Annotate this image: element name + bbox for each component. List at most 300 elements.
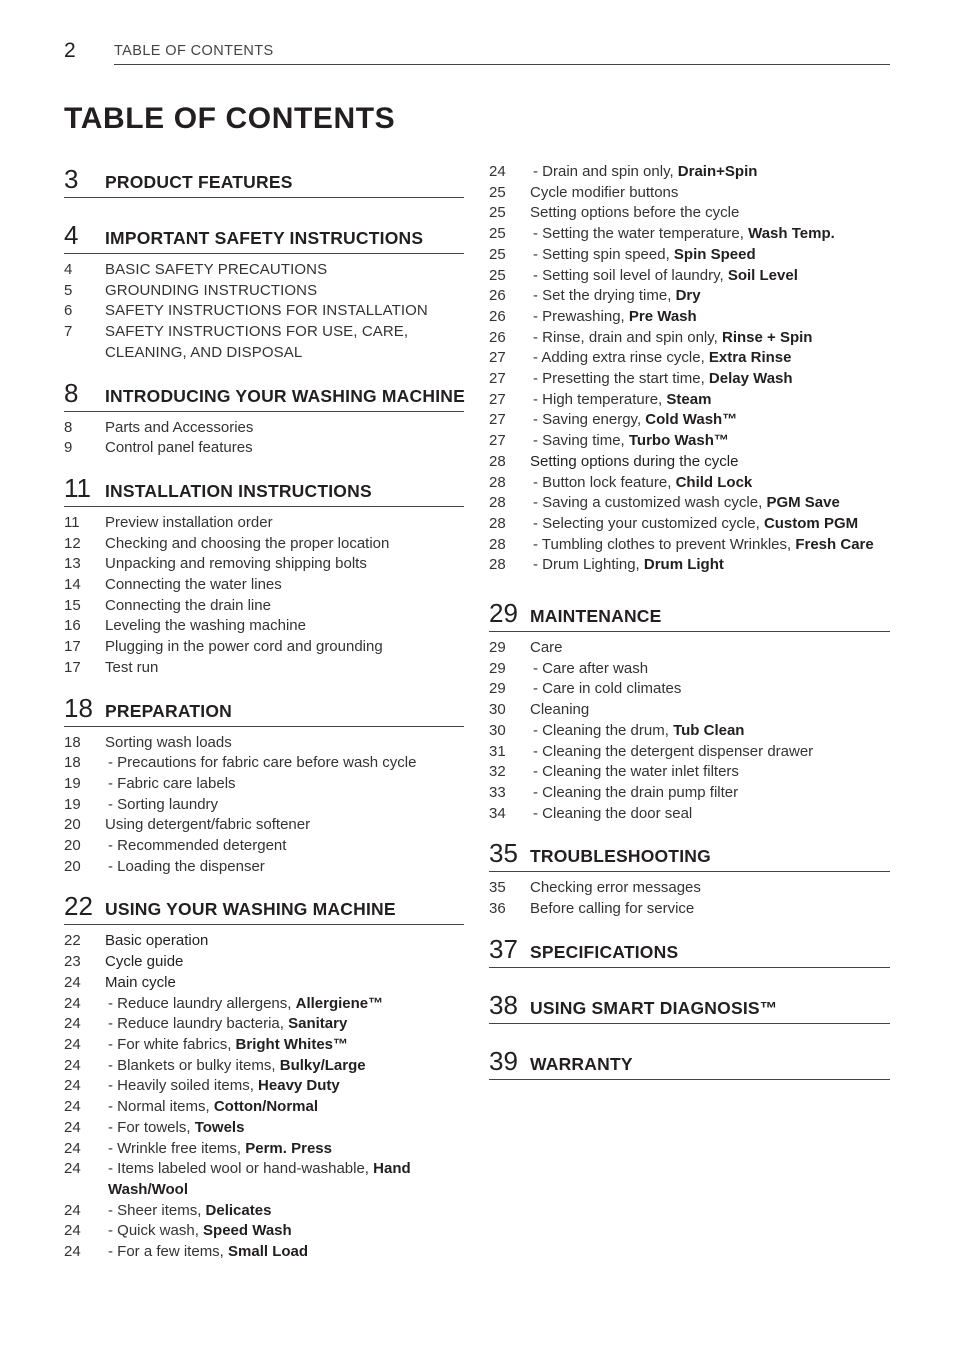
toc-section: [64, 162, 464, 198]
toc-entry-label: Leveling the washing machine: [105, 617, 306, 635]
toc-section-entries: [64, 925, 464, 1262]
toc-section-title: USING YOUR WASHING MACHINE: [105, 899, 396, 920]
toc-entry-label: - Recommended detergent: [108, 837, 287, 855]
toc-entry[interactable]: [489, 369, 890, 390]
toc-section-heading[interactable]: [64, 471, 464, 507]
toc-entry-label: SAFETY INSTRUCTIONS FOR USE, CARE, CLEANING, AND DISPOSAL: [105, 323, 409, 361]
toc-entry[interactable]: [64, 637, 464, 658]
toc-section: [489, 932, 890, 968]
toc-entry-page: 24: [64, 1139, 81, 1157]
toc-entry-label: - Prewashing,: [533, 307, 629, 325]
toc-entry[interactable]: [489, 473, 890, 494]
toc-entry-label: - Blankets or bulky items,: [108, 1056, 280, 1074]
toc-entry-setting-name: Heavy Duty: [258, 1077, 340, 1095]
toc-section-page: 39: [489, 1045, 518, 1076]
toc-entry[interactable]: [64, 753, 464, 774]
toc-entry-page: 26: [489, 287, 506, 305]
toc-entry-page: 23: [64, 953, 81, 971]
toc-entry[interactable]: [489, 307, 890, 328]
toc-entry-page: 19: [64, 774, 81, 792]
toc-entry-page: 4: [64, 261, 73, 278]
toc-entry-setting-name: Fresh Care: [795, 535, 874, 553]
toc-entry-page: 24: [64, 1077, 81, 1095]
toc-entry-label: - Fabric care labels: [108, 774, 236, 792]
toc-entry-setting-name: Sanitary: [288, 1015, 348, 1033]
toc-entry[interactable]: [64, 281, 464, 302]
toc-entry[interactable]: [489, 493, 890, 514]
toc-entry-text: [105, 438, 464, 459]
toc-entry-page: 24: [64, 1201, 81, 1219]
toc-section-heading[interactable]: [489, 932, 890, 968]
toc-entry-text: [530, 783, 890, 804]
toc-entry-label: BASIC SAFETY PRECAUTIONS: [105, 261, 328, 278]
toc-entry-text: [530, 410, 890, 431]
toc-entry-label: Before calling for service: [530, 900, 695, 918]
toc-section: [64, 691, 464, 878]
toc-entry-page: 25: [489, 183, 506, 201]
toc-entry-page: 33: [489, 783, 506, 801]
toc-entry-page: 24: [64, 994, 81, 1012]
toc-entry[interactable]: [64, 301, 464, 322]
toc-entry-text: [105, 575, 464, 596]
toc-section: [489, 988, 890, 1024]
toc-section: [64, 376, 464, 459]
toc-entry-text: [105, 1097, 464, 1118]
toc-section-entries: [489, 632, 890, 824]
toc-entry[interactable]: [489, 245, 890, 266]
toc-section-page: 29: [489, 598, 518, 629]
toc-entry-page: 26: [489, 328, 506, 346]
toc-entry-page: 26: [489, 307, 506, 325]
toc-entry-text: [105, 301, 464, 322]
toc-entry[interactable]: [64, 575, 464, 596]
toc-entry[interactable]: [489, 535, 890, 556]
toc-entry-page: 24: [64, 1015, 81, 1033]
page-title: TABLE OF CONTENTS: [64, 102, 396, 135]
toc-entry-setting-name: Custom PGM: [763, 514, 859, 532]
toc-entry-text: [530, 245, 890, 266]
toc-entry-setting-name: Towels: [194, 1118, 245, 1136]
toc-entry[interactable]: [489, 390, 890, 411]
toc-entry-setting-name: Tub Clean: [673, 721, 745, 739]
toc-entry[interactable]: [64, 1159, 464, 1200]
toc-entry-label: Checking and choosing the proper location: [105, 534, 390, 552]
toc-entry-page: 20: [64, 816, 81, 834]
toc-entry-text: [530, 878, 890, 899]
toc-entry-label: - Set the drying time,: [533, 287, 676, 305]
running-header: [64, 38, 890, 66]
toc-entry-setting-name: Small Load: [228, 1243, 309, 1261]
toc-entry-page: 31: [489, 742, 506, 760]
toc-entry-label: - Adding extra rinse cycle,: [533, 349, 709, 367]
toc-entry-label: - Normal items,: [108, 1098, 214, 1116]
toc-entry-label: Checking error messages: [530, 879, 701, 897]
toc-section-entries: [64, 412, 464, 459]
toc-entry[interactable]: [64, 994, 464, 1015]
toc-section-entries: [64, 507, 464, 679]
toc-entry-setting-name: Wash Temp.: [748, 225, 835, 243]
toc-section-heading[interactable]: [64, 162, 464, 198]
toc-entry[interactable]: [64, 733, 464, 754]
toc-entry[interactable]: [489, 224, 890, 245]
toc-entry-text: [530, 638, 890, 659]
toc-entry[interactable]: [64, 1201, 464, 1222]
toc-entry-page: 24: [64, 973, 81, 991]
toc-entry-page: 25: [489, 245, 506, 263]
toc-entry-page: 35: [489, 879, 506, 897]
toc-entry-label: - Heavily soiled items,: [108, 1077, 259, 1095]
toc-section-page: 4: [64, 220, 79, 250]
toc-entry-page: 13: [64, 555, 81, 573]
toc-entry-text: [530, 700, 890, 721]
toc-entry-page: 7: [64, 323, 73, 341]
toc-entry[interactable]: [64, 1242, 464, 1263]
toc-entry-text: [530, 266, 890, 287]
toc-entry-label: Setting options before the cycle: [530, 204, 740, 222]
toc-entry-label: - Drum Lighting,: [533, 556, 644, 574]
toc-entry-text: [530, 348, 890, 369]
toc-section: [64, 471, 464, 679]
toc-section-page: 18: [64, 692, 93, 723]
toc-entry-setting-name: Bright Whites™: [235, 1035, 349, 1053]
toc-entry-text: [530, 162, 890, 183]
toc-entry-text: [105, 1242, 464, 1263]
toc-entry[interactable]: [64, 322, 464, 363]
toc-entry-label: - Care after wash: [533, 659, 649, 677]
toc-entry-page: 24: [489, 163, 506, 180]
toc-entry-label: Test run: [105, 658, 159, 676]
toc-entry-label: Parts and Accessories: [105, 418, 254, 436]
toc-entry-text: [105, 1118, 464, 1139]
toc-entry-page: 25: [489, 225, 506, 243]
toc-entry-setting-name: Delicates: [205, 1201, 272, 1219]
toc-entry-label: - Reduce laundry bacteria,: [108, 1015, 289, 1033]
toc-entry-text: [530, 452, 890, 473]
toc-entry-page: 27: [489, 411, 506, 429]
toc-entry-text: [105, 418, 464, 439]
toc-entry-text: [105, 1159, 464, 1200]
toc-section-heading[interactable]: [64, 218, 464, 254]
toc-entry-label: Using detergent/fabric softener: [105, 816, 311, 834]
toc-entry[interactable]: [64, 1221, 464, 1242]
toc-entry[interactable]: [489, 410, 890, 431]
toc-entry-label: - For a few items,: [108, 1243, 229, 1261]
toc-entry-text: [530, 762, 890, 783]
toc-entry[interactable]: [489, 162, 890, 183]
toc-entry-setting-name: Drain+Spin: [677, 163, 758, 180]
toc-section-title: INTRODUCING YOUR WASHING MACHINE: [105, 385, 465, 406]
toc-entry-text: [105, 857, 464, 878]
toc-entry[interactable]: [64, 1056, 464, 1077]
toc-entry-text: [530, 203, 890, 224]
toc-entry-label: - Cleaning the drum,: [533, 721, 674, 739]
toc-entry[interactable]: [489, 514, 890, 535]
toc-entry-page: 17: [64, 638, 81, 656]
toc-entry-page: 12: [64, 534, 81, 552]
toc-entry-label: - Saving energy,: [533, 411, 646, 429]
toc-entry-label: - Care in cold climates: [533, 680, 682, 698]
toc-entry[interactable]: [489, 679, 890, 700]
toc-right-sections: [489, 596, 890, 1080]
toc-entry[interactable]: [489, 804, 890, 825]
toc-entry[interactable]: [64, 260, 464, 281]
toc-entry-text: [105, 281, 464, 302]
toc-entry[interactable]: [489, 762, 890, 783]
toc-entry-label: - Cleaning the detergent dispenser drawer: [533, 742, 814, 760]
toc-section-title: TROUBLESHOOTING: [530, 846, 711, 867]
toc-entry-page: 36: [489, 900, 506, 918]
toc-entry-page: 27: [489, 349, 506, 367]
toc-entry[interactable]: [489, 452, 890, 473]
toc-section-entries: [64, 727, 464, 878]
toc-entry-text: [105, 733, 464, 754]
toc-entry-page: 28: [489, 556, 506, 574]
toc-entry-text: [105, 1056, 464, 1077]
toc-entry-setting-name: Cold Wash™: [645, 411, 738, 429]
toc-entry[interactable]: [489, 203, 890, 224]
toc-entry-page: 24: [64, 1160, 81, 1178]
toc-section-heading[interactable]: [489, 988, 890, 1024]
toc-entry-page: 18: [64, 754, 81, 772]
toc-entry-text: [530, 369, 890, 390]
toc-entry[interactable]: [489, 659, 890, 680]
toc-section-title: USING SMART DIAGNOSIS™: [530, 997, 778, 1018]
toc-entry-text: [105, 596, 464, 617]
toc-entry-page: 18: [64, 733, 81, 751]
toc-section: [64, 889, 464, 1262]
toc-entry-label: - Drain and spin only,: [533, 163, 678, 180]
toc-entry-text: [530, 555, 890, 576]
toc-entry-label: Cycle modifier buttons: [530, 183, 679, 201]
toc-entry[interactable]: [489, 183, 890, 204]
toc-entry-label: Main cycle: [105, 973, 176, 991]
toc-entry[interactable]: [64, 596, 464, 617]
toc-entry-text: [530, 473, 890, 494]
toc-entry-text: [105, 322, 464, 363]
toc-section-title: WARRANTY: [530, 1053, 633, 1074]
toc-entry-page: 29: [489, 659, 506, 677]
toc-entry[interactable]: [64, 658, 464, 679]
toc-entry[interactable]: [64, 1076, 464, 1097]
toc-entry-page: 11: [64, 513, 80, 531]
toc-entry[interactable]: [64, 1118, 464, 1139]
toc-entry[interactable]: [64, 973, 464, 994]
toc-entry[interactable]: [64, 513, 464, 534]
toc-entry-page: 25: [489, 204, 506, 222]
toc-entry-label: - Button lock feature,: [533, 473, 676, 491]
toc-entry-label: Connecting the water lines: [105, 576, 282, 594]
toc-entry[interactable]: [489, 638, 890, 659]
toc-entry-label: Unpacking and removing shipping bolts: [105, 555, 367, 573]
toc-entry-label: - Items labeled wool or hand-washable,: [108, 1160, 374, 1178]
toc-entry-page: 30: [489, 721, 506, 739]
toc-entry-setting-name: Drum Light: [643, 556, 724, 574]
toc-entry-page: 28: [489, 535, 506, 553]
toc-entry-text: [105, 554, 464, 575]
toc-entry-label: - Selecting your customized cycle,: [533, 514, 764, 532]
toc-entry[interactable]: [64, 857, 464, 878]
toc-entry[interactable]: [64, 438, 464, 459]
toc-entry-text: [105, 1201, 464, 1222]
toc-entry-page: 19: [64, 795, 81, 813]
toc-entry[interactable]: [64, 534, 464, 555]
toc-entry-label: - Sorting laundry: [108, 795, 219, 813]
toc-entry[interactable]: [64, 616, 464, 637]
toc-entry-page: 24: [64, 1035, 81, 1053]
toc-entry-label: - Cleaning the water inlet filters: [533, 763, 739, 781]
toc-entry-label: - Precautions for fabric care before wash cycle: [108, 754, 417, 772]
toc-entry-text: [530, 679, 890, 700]
toc-entry-page: 24: [64, 1222, 81, 1240]
toc-entry-label: - Saving a customized wash cycle,: [533, 494, 767, 512]
toc-entry-page: 27: [489, 390, 506, 408]
toc-entry-label: - Sheer items,: [108, 1201, 206, 1219]
toc-entry-page: 16: [64, 617, 81, 635]
toc-section-heading[interactable]: [64, 376, 464, 412]
toc-entry-page: 28: [489, 452, 506, 470]
toc-entry-page: 24: [64, 1056, 81, 1074]
toc-section-page: 22: [64, 891, 93, 922]
toc-entry[interactable]: [64, 1097, 464, 1118]
toc-entry-label: - Setting soil level of laundry,: [533, 266, 728, 284]
toc-entry[interactable]: [489, 899, 890, 920]
toc-entry[interactable]: [489, 286, 890, 307]
toc-entry-setting-name: Bulky/Large: [279, 1056, 366, 1074]
toc-entry-text: [530, 183, 890, 204]
toc-entry-text: [530, 307, 890, 328]
toc-entry-label: - Presetting the start time,: [533, 370, 709, 388]
toc-entry-text: [530, 721, 890, 742]
toc-entry-text: [105, 637, 464, 658]
toc-entry-page: 8: [64, 418, 73, 436]
toc-entry[interactable]: [64, 1139, 464, 1160]
toc-entry-page: 9: [64, 439, 73, 457]
toc-section-page: 37: [489, 933, 518, 964]
toc-section-heading[interactable]: [489, 1044, 890, 1080]
toc-entry-text: [105, 994, 464, 1015]
toc-entry-page: 34: [489, 804, 506, 822]
toc-entry-label: - For towels,: [108, 1118, 195, 1136]
toc-entry[interactable]: [64, 774, 464, 795]
toc-continued-entries: [489, 162, 890, 576]
toc-entry-page: 28: [489, 494, 506, 512]
toc-entry-text: [105, 836, 464, 857]
toc-entry-label: Control panel features: [105, 439, 253, 457]
toc-section-heading[interactable]: [64, 691, 464, 727]
toc-entry[interactable]: [64, 931, 464, 952]
toc-entry[interactable]: [489, 742, 890, 763]
toc-entry-text: [105, 952, 464, 973]
toc-entry[interactable]: [64, 1014, 464, 1035]
toc-entry-page: 29: [489, 680, 506, 698]
toc-entry[interactable]: [489, 266, 890, 287]
toc-entry-setting-name: Hand Wash/Wool: [108, 1160, 411, 1198]
toc-entry-text: [530, 286, 890, 307]
toc-entry-page: 30: [489, 701, 506, 719]
toc-section-heading[interactable]: [64, 889, 464, 925]
header-rule: [114, 64, 890, 65]
toc-entry-text: [105, 1221, 464, 1242]
toc-entry-page: 29: [489, 639, 506, 657]
toc-entry-text: [530, 493, 890, 514]
toc-entry-label: Cleaning: [530, 701, 590, 719]
toc-entry-label: Sorting wash loads: [105, 733, 232, 751]
toc-entry[interactable]: [64, 1035, 464, 1056]
toc-entry-label: GROUNDING INSTRUCTIONS: [105, 281, 318, 299]
toc-entry-setting-name: Rinse + Spin: [722, 328, 813, 346]
toc-entry-page: 24: [64, 1243, 81, 1261]
toc-entry[interactable]: [64, 952, 464, 973]
toc-section-title: PREPARATION: [105, 700, 232, 721]
toc-entry-setting-name: Turbo Wash™: [628, 432, 729, 450]
toc-section-entries: [64, 254, 464, 364]
toc-entry-label: - High temperature,: [533, 390, 667, 408]
toc-entry-text: [105, 1076, 464, 1097]
toc-entry-text: [530, 742, 890, 763]
toc-entry-text: [105, 260, 464, 281]
toc-entry[interactable]: [489, 878, 890, 899]
toc-entry-label: Plugging in the power cord and grounding: [105, 638, 383, 656]
toc-entry[interactable]: [489, 721, 890, 742]
toc-entry-page: 17: [64, 658, 81, 676]
toc-entry-page: 24: [64, 1098, 81, 1116]
toc-section: [489, 836, 890, 919]
toc-entry[interactable]: [489, 555, 890, 576]
toc-section: [489, 1044, 890, 1080]
toc-entry[interactable]: [489, 431, 890, 452]
toc-entry-setting-name: Steam: [666, 390, 712, 408]
toc-entry-setting-name: Pre Wash: [628, 307, 697, 325]
toc-entry[interactable]: [64, 554, 464, 575]
toc-entry[interactable]: [489, 700, 890, 721]
toc-entry-text: [530, 514, 890, 535]
toc-entry-text: [105, 931, 464, 952]
toc-entry-text: [530, 535, 890, 556]
toc-entry-page: 25: [489, 266, 506, 284]
toc-section-heading[interactable]: [489, 596, 890, 632]
toc-entry-text: [105, 1035, 464, 1056]
toc-section-entries: [489, 872, 890, 919]
toc-entry-page: 14: [64, 576, 81, 594]
toc-entry-page: 22: [64, 932, 81, 950]
toc-entry-text: [530, 390, 890, 411]
toc-entry[interactable]: [489, 328, 890, 349]
toc-entry-setting-name: Speed Wash: [203, 1222, 292, 1240]
toc-entry-setting-name: Perm. Press: [245, 1139, 332, 1157]
toc-entry[interactable]: [64, 836, 464, 857]
toc-entry[interactable]: [489, 348, 890, 369]
toc-section-title: PRODUCT FEATURES: [105, 172, 293, 192]
toc-entry-label: Setting options during the cycle: [530, 452, 739, 470]
toc-right-column: [489, 162, 890, 1100]
toc-entry-text: [105, 973, 464, 994]
toc-entry[interactable]: [489, 783, 890, 804]
toc-entry[interactable]: [64, 815, 464, 836]
toc-entry-text: [105, 753, 464, 774]
toc-entry-page: 27: [489, 370, 506, 388]
toc-section-title: INSTALLATION INSTRUCTIONS: [105, 480, 372, 501]
toc-entry-page: 6: [64, 302, 73, 320]
toc-entry-text: [530, 328, 890, 349]
toc-entry-label: Connecting the drain line: [105, 596, 271, 614]
toc-entry-label: - Reduce laundry allergens,: [108, 994, 296, 1012]
toc-entry-setting-name: Allergiene™: [295, 994, 384, 1012]
toc-entry-text: [105, 795, 464, 816]
toc-entry[interactable]: [64, 418, 464, 439]
toc-section-heading[interactable]: [489, 836, 890, 872]
toc-entry[interactable]: [64, 795, 464, 816]
toc-entry-page: 24: [64, 1118, 81, 1136]
